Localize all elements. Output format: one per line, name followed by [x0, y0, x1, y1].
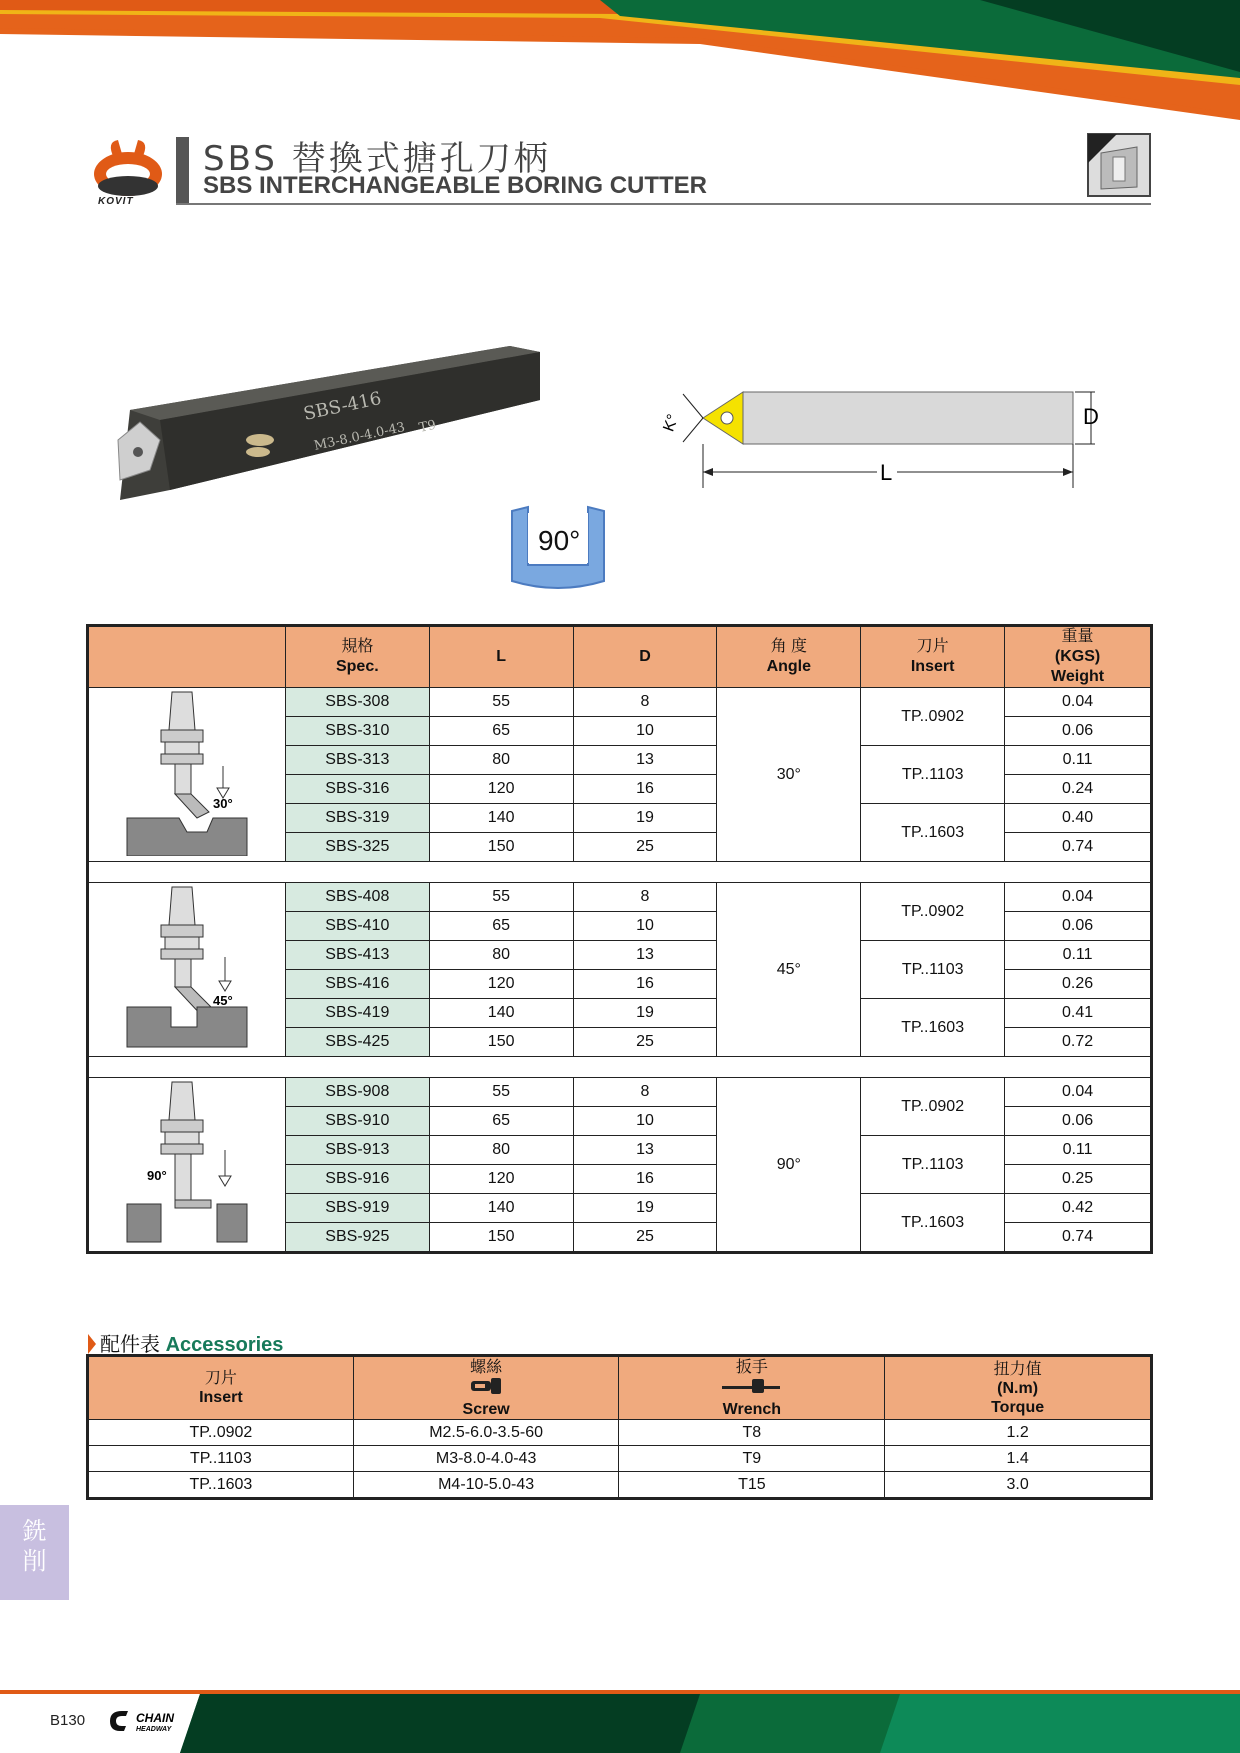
cell-weight: 0.04 [1005, 688, 1151, 717]
cell-spec: SBS-910 [285, 1107, 429, 1136]
cell-d: 8 [573, 688, 717, 717]
cell-insert: TP..0902 [861, 883, 1005, 941]
cell-weight: 0.72 [1005, 1028, 1151, 1057]
cell-d: 8 [573, 883, 717, 912]
acc-header-torque: 扭力值 (N.m) Torque [885, 1357, 1151, 1420]
cell-spec: SBS-419 [285, 999, 429, 1028]
acc-cell-screw: M3-8.0-4.0-43 [353, 1446, 619, 1472]
group-diagram-cell [89, 1078, 286, 1252]
tool-photo-marking: M3-8.0-4.0-43 [312, 419, 407, 454]
title-accent-bar [176, 137, 189, 203]
spec-header-row [89, 627, 1151, 688]
diagram-angle-label: K° [660, 412, 683, 435]
cell-weight: 0.04 [1005, 1078, 1151, 1107]
header-angle: 角 度 Angle [717, 627, 861, 688]
wrench-icon [720, 1377, 784, 1395]
header-stripe [0, 0, 1240, 120]
acc-header-wrench: 扳手 Wrench [619, 1357, 885, 1420]
page-title-cn: SBS 替換式搪孔刀柄 [203, 139, 551, 179]
spec-table [88, 626, 1151, 1252]
cell-d: 19 [573, 1194, 717, 1223]
acc-cell-torque: 3.0 [885, 1472, 1151, 1498]
cell-weight: 0.24 [1005, 775, 1151, 804]
tool-photo-marking2: T9 [417, 417, 438, 436]
boring-45-diagram [117, 883, 257, 1051]
cell-weight: 0.04 [1005, 883, 1151, 912]
acc-cell-insert: TP..1603 [89, 1472, 354, 1498]
cell-l: 65 [429, 717, 573, 746]
cell-spec: SBS-410 [285, 912, 429, 941]
cell-insert: TP..1103 [861, 746, 1005, 804]
cell-d: 16 [573, 970, 717, 999]
acc-cell-torque: 1.2 [885, 1420, 1151, 1446]
spec-table-body [89, 688, 1151, 1252]
cell-spec: SBS-913 [285, 1136, 429, 1165]
group-spacer-row [89, 1057, 1151, 1078]
cell-d: 13 [573, 941, 717, 970]
cell-insert: TP..1603 [861, 804, 1005, 862]
cell-angle: 30° [717, 688, 861, 862]
cell-d: 8 [573, 1078, 717, 1107]
cell-weight: 0.42 [1005, 1194, 1151, 1223]
cell-weight: 0.74 [1005, 1223, 1151, 1252]
acc-cell-wrench: T9 [619, 1446, 885, 1472]
cell-l: 150 [429, 1028, 573, 1057]
cell-weight: 0.74 [1005, 833, 1151, 862]
acc-header-screw: 螺絲 Screw [353, 1357, 619, 1420]
cell-insert: TP..0902 [861, 688, 1005, 746]
angle-badge-text: 90° [538, 525, 581, 556]
cell-spec: SBS-308 [285, 688, 429, 717]
cell-weight: 0.25 [1005, 1165, 1151, 1194]
group-spacer [89, 1057, 1151, 1078]
cell-spec: SBS-916 [285, 1165, 429, 1194]
table-row [89, 1420, 1151, 1446]
cell-d: 10 [573, 717, 717, 746]
cell-spec: SBS-319 [285, 804, 429, 833]
header-d: D [573, 627, 717, 688]
tool-photo [110, 340, 550, 540]
footer-brand-sub: HEADWAY [136, 1726, 172, 1733]
angle-badge [508, 503, 606, 593]
cell-l: 55 [429, 688, 573, 717]
cell-spec: SBS-425 [285, 1028, 429, 1057]
acc-cell-insert: TP..1103 [89, 1446, 354, 1472]
cell-d: 10 [573, 912, 717, 941]
accessories-heading: 配件表 Accessories [88, 1328, 283, 1357]
cell-l: 120 [429, 970, 573, 999]
header-l: L [429, 627, 573, 688]
cell-spec: SBS-925 [285, 1223, 429, 1252]
cell-d: 10 [573, 1107, 717, 1136]
cell-d: 13 [573, 1136, 717, 1165]
cell-d: 16 [573, 1165, 717, 1194]
acc-cell-torque: 1.4 [885, 1446, 1151, 1472]
footer-brand: CHAIN [136, 1711, 174, 1725]
screw-icon [469, 1377, 503, 1395]
cell-l: 65 [429, 912, 573, 941]
cell-weight: 0.11 [1005, 746, 1151, 775]
page-number: B130 [50, 1712, 86, 1729]
cell-insert: TP..1103 [861, 941, 1005, 999]
group-diagram-cell [89, 883, 286, 1057]
cell-d: 19 [573, 999, 717, 1028]
cell-l: 140 [429, 1194, 573, 1223]
cell-spec: SBS-408 [285, 883, 429, 912]
acc-header-insert: 刀片 Insert [89, 1357, 354, 1420]
cell-d: 13 [573, 746, 717, 775]
cell-l: 80 [429, 746, 573, 775]
boring-category-icon [1087, 133, 1151, 197]
header-spec: 規格 Spec. [285, 627, 429, 688]
cell-spec: SBS-413 [285, 941, 429, 970]
boring-30-diagram [117, 688, 257, 856]
cell-l: 80 [429, 1136, 573, 1165]
cell-l: 150 [429, 833, 573, 862]
acc-cell-screw: M2.5-6.0-3.5-60 [353, 1420, 619, 1446]
logo-text: KOVIT [98, 196, 134, 207]
cell-l: 140 [429, 804, 573, 833]
cell-spec: SBS-908 [285, 1078, 429, 1107]
dimension-diagram [655, 380, 1105, 500]
table-row [89, 1078, 1151, 1107]
cell-d: 25 [573, 1028, 717, 1057]
cell-weight: 0.26 [1005, 970, 1151, 999]
diagram-dim-d: D [1083, 404, 1099, 429]
cell-angle: 45° [717, 883, 861, 1057]
boring-90-label: 90° [146, 1168, 167, 1183]
cell-spec: SBS-325 [285, 833, 429, 862]
header-blank [89, 627, 286, 688]
diagram-dim-l: L [880, 460, 893, 485]
boring-90-diagram [117, 1078, 257, 1246]
cell-d: 16 [573, 775, 717, 804]
cell-weight: 0.06 [1005, 717, 1151, 746]
cell-spec: SBS-416 [285, 970, 429, 999]
footer-stripe [0, 1690, 1240, 1753]
acc-cell-insert: TP..0902 [89, 1420, 354, 1446]
chain-headway-logo [106, 1708, 186, 1734]
header-weight: 重量 (KGS) Weight [1005, 627, 1151, 688]
table-row [89, 883, 1151, 912]
group-diagram-cell [89, 688, 286, 862]
table-row [89, 688, 1151, 717]
cell-weight: 0.06 [1005, 1107, 1151, 1136]
cell-angle: 90° [717, 1078, 861, 1252]
cell-insert: TP..1103 [861, 1136, 1005, 1194]
cell-l: 120 [429, 1165, 573, 1194]
cell-l: 140 [429, 999, 573, 1028]
accessories-header-row [89, 1357, 1151, 1420]
boring-30-label: 30° [212, 796, 233, 811]
cell-weight: 0.06 [1005, 912, 1151, 941]
cell-insert: TP..0902 [861, 1078, 1005, 1136]
header-insert: 刀片 Insert [861, 627, 1005, 688]
cell-l: 65 [429, 1107, 573, 1136]
cell-l: 120 [429, 775, 573, 804]
section-side-tab: 銑 削 [0, 1505, 69, 1600]
cell-l: 150 [429, 1223, 573, 1252]
cell-spec: SBS-310 [285, 717, 429, 746]
group-spacer-row [89, 862, 1151, 883]
tool-photo-model: SBS-416 [301, 387, 384, 425]
cell-l: 55 [429, 1078, 573, 1107]
cell-d: 19 [573, 804, 717, 833]
cell-insert: TP..1603 [861, 1194, 1005, 1252]
accessories-table [88, 1356, 1151, 1498]
cell-d: 25 [573, 833, 717, 862]
title-rule [176, 203, 1151, 205]
cell-spec: SBS-313 [285, 746, 429, 775]
acc-cell-screw: M4-10-5.0-43 [353, 1472, 619, 1498]
cell-weight: 0.11 [1005, 1136, 1151, 1165]
cell-d: 25 [573, 1223, 717, 1252]
acc-cell-wrench: T8 [619, 1420, 885, 1446]
cell-weight: 0.11 [1005, 941, 1151, 970]
boring-45-label: 45° [212, 993, 233, 1008]
accessories-body [89, 1420, 1151, 1498]
group-spacer [89, 862, 1151, 883]
table-row [89, 1472, 1151, 1498]
table-row [89, 1446, 1151, 1472]
cell-spec: SBS-316 [285, 775, 429, 804]
cell-l: 80 [429, 941, 573, 970]
cell-weight: 0.40 [1005, 804, 1151, 833]
cell-insert: TP..1603 [861, 999, 1005, 1057]
cell-weight: 0.41 [1005, 999, 1151, 1028]
cell-l: 55 [429, 883, 573, 912]
acc-cell-wrench: T15 [619, 1472, 885, 1498]
page-title-en: SBS INTERCHANGEABLE BORING CUTTER [203, 172, 708, 199]
cell-spec: SBS-919 [285, 1194, 429, 1223]
heading-arrow-icon [88, 1334, 96, 1354]
